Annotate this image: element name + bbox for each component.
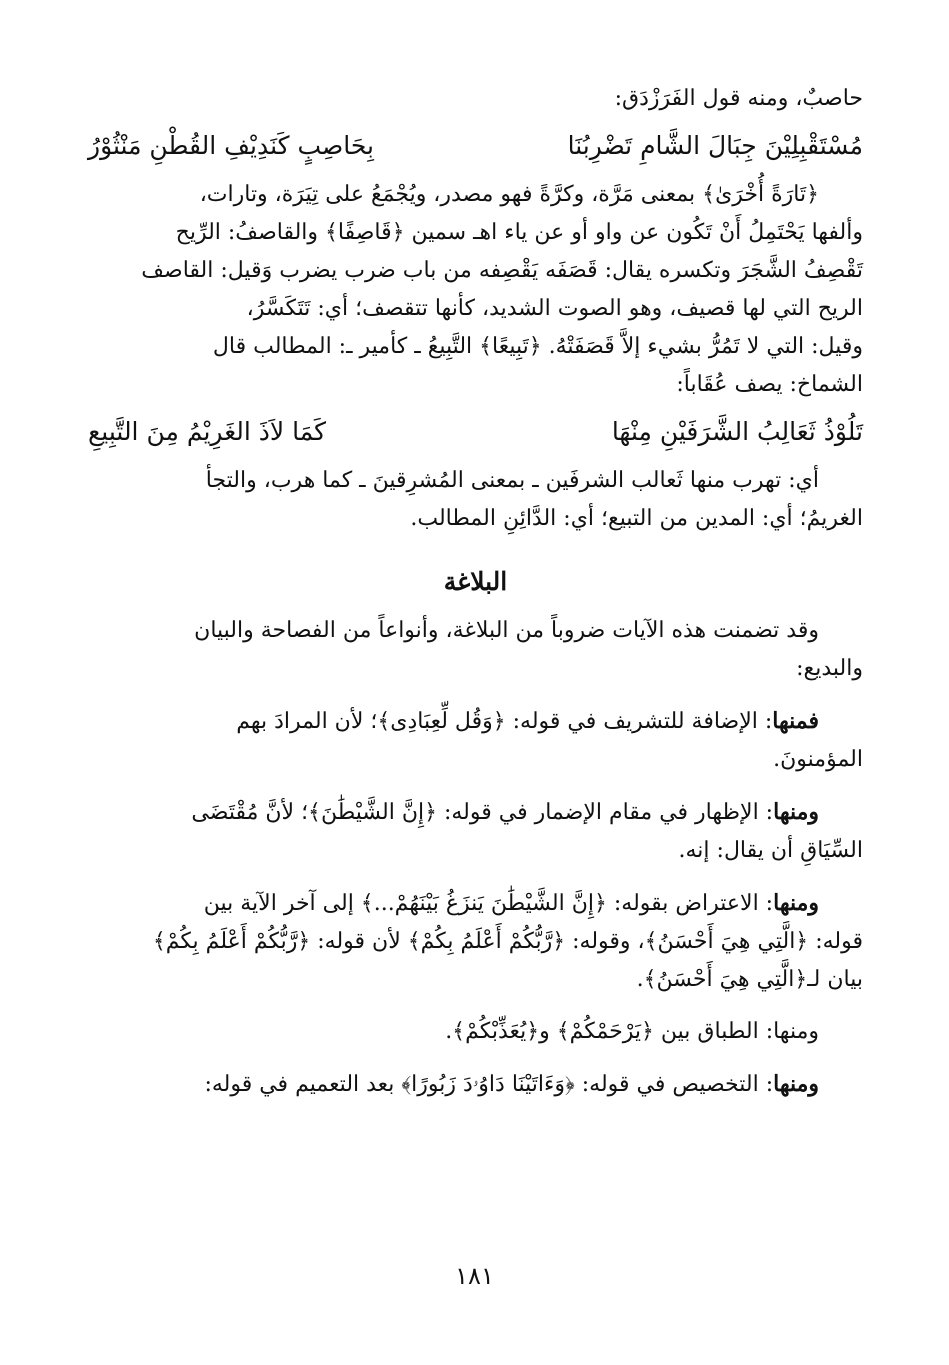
item-lead: ومنها <box>773 890 819 916</box>
item-lead: ومنها <box>773 799 819 825</box>
text-line: المؤمنونَ. <box>773 747 863 772</box>
text-line: السِّيَاقِ أن يقال: إنه. <box>678 838 863 863</box>
page-number: ١٨١ <box>455 1262 494 1290</box>
text-line: أي: تهرب منها ثَعالب الشرفَين ـ بمعنى المُشرِقينَ ـ كما هرب، والتجأ <box>205 468 819 493</box>
vocabulary-paragraph <box>88 176 863 404</box>
section-heading: البلاغة <box>443 567 508 596</box>
text-line: وألفها يَحْتَمِلُ أَنْ تَكُون عن واو أو عن ياء اهـ سمين ﴿قَاصِفًا﴾ والقاصفُ: الرِّيح <box>175 220 863 245</box>
balagha-intro <box>88 612 863 688</box>
page-body <box>88 80 863 1300</box>
verse-second-hemistich: بِحَاصِبٍ كَنَدِيْفِ القُطْنِ مَنْثُوْرُ <box>88 131 374 160</box>
rhetoric-item <box>88 884 863 999</box>
rhetoric-item <box>88 1013 863 1051</box>
verse-second-hemistich: كَمَا لاَذَ الغَرِيْمُ مِنَ التَّبِيعِ <box>88 417 327 446</box>
item-lead: ومنها <box>773 1071 819 1097</box>
text-line: وقيل: التي لا تَمُرُّ بشيء إلاَّ قَصَفَتْهُ. ﴿تَبِيعًا﴾ التَّبِيعُ ـ كأمير ـ: المطالب قال <box>212 334 863 359</box>
rhetoric-item <box>88 793 863 870</box>
verse-shammakh <box>88 408 863 456</box>
item-text: : الإظهار في مقام الإضمار في قوله: ﴿إِنَّ الشَّيْطَٰنَ﴾؛ لأنَّ مُقْتَضَى <box>191 800 774 825</box>
text-line: الريح التي لها قصيف، وهو الصوت الشديد، كأنها تتقصف؛ أي: تَتَكَسَّرُ، <box>246 296 863 321</box>
rhetoric-item <box>88 1065 863 1104</box>
text-line: والبديع: <box>796 656 863 681</box>
verse-first-hemistich: تَلُوْذُ ثَعَالِبُ الشَّرَفَيْنِ مِنْهَا <box>611 417 863 446</box>
item-text: : التخصيص في قوله: ﴿وَءَاتَيْنَا دَاوُۥدَ زَبُورًا﴾ بعد التعميم في قوله: <box>204 1072 774 1097</box>
item-text: : الاعتراض بقوله: ﴿إِنَّ الشَّيْطَٰنَ يَنزَغُ بَيْنَهُمْ...﴾ إلى آخر الآية بين <box>203 891 774 916</box>
verse-farazdaq <box>88 122 863 170</box>
item-lead: فمنها <box>772 708 819 734</box>
intro-line: حاصبٌ، ومنه قول الفَرَزْدَق: <box>614 86 863 111</box>
text-line: الغريمُ؛ أي: المدين من التبيع؛ أي: الدَّائِنِ المطالب. <box>410 506 863 531</box>
text-line: الشماخ: يصف عُقَاباً: <box>676 372 863 397</box>
text-line: ومنها: الطباق بين ﴿يَرْحَمْكُمْ﴾ و﴿يُعَذِّبْكُمْ﴾. <box>445 1019 819 1044</box>
text-line: ﴿تَارَةً أُخْرَىٰ﴾ بمعنى مَرَّة، وكرَّةً فهو مصدر، ويُجْمَعُ على تِيَرَة، وتارات، <box>199 182 819 207</box>
text-line: تَقْصِفُ الشَّجَرَ وتكسره يقال: قَصَفَه يَقْصِفه من باب ضرب يضرب وَقيل: القاصف <box>141 258 863 283</box>
explanation-paragraph <box>88 462 863 538</box>
text-line: وقد تضمنت هذه الآيات ضروباً من البلاغة، وأنواعاً من الفصاحة والبيان <box>194 618 819 643</box>
rhetoric-item <box>88 702 863 779</box>
verse-first-hemistich: مُسْتَقْبِلِيْنَ جِبَالَ الشَّامِ تَضْرِبُنَا <box>567 131 863 160</box>
text-line: بيان لـ﴿الَّتِي هِيَ أَحْسَنُ﴾. <box>636 967 863 992</box>
text-line: قوله: ﴿الَّتِي هِيَ أَحْسَنُ﴾، وقوله: ﴿رَّبُّكُمْ أَعْلَمُ بِكُمْ﴾ لأن قوله: ﴿رَّبُّكُمْ أَعْلَمُ بِكُمْ﴾ <box>152 929 863 954</box>
item-text: : الإضافة للتشريف في قوله: ﴿وَقُل لِّعِبَادِى﴾؛ لأن المرادَ بهم <box>236 709 773 734</box>
